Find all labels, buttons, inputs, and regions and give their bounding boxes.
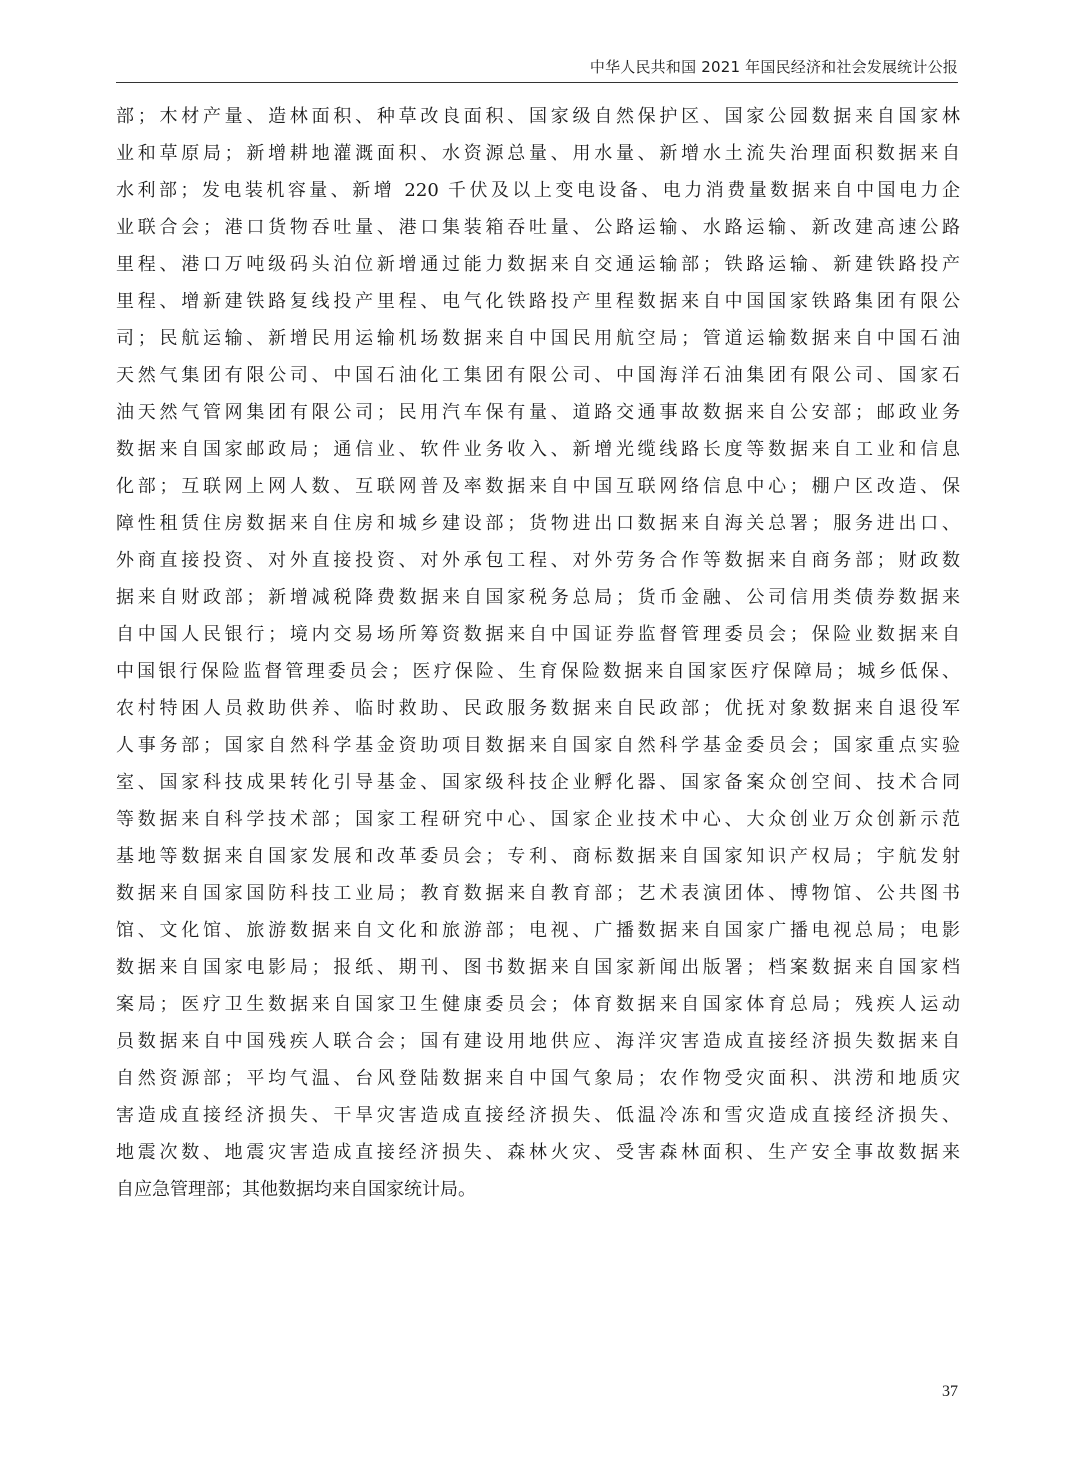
- page-number: 37: [942, 1383, 958, 1400]
- text-line: 业联合会；港口货物吞吐量、港口集装箱吞吐量、公路运输、水路运输、新改建高速公路: [116, 217, 960, 238]
- text-line: 油天然气管网集团有限公司；民用汽车保有量、道路交通事故数据来自公安部；邮政业务: [116, 402, 960, 423]
- text-line: 业和草原局；新增耕地灌溉面积、水资源总量、用水量、新增水土流失治理面积数据来自: [116, 143, 960, 164]
- text-line: 数据来自国家国防科技工业局；教育数据来自教育部；艺术表演团体、博物馆、公共图书: [116, 883, 960, 904]
- page-header: [116, 58, 958, 83]
- text-line: 自中国人民银行；境内交易场所筹资数据来自中国证券监督管理委员会；保险业数据来自: [116, 624, 960, 645]
- text-line: 水利部；发电装机容量、新增 220 千伏及以上变电设备、电力消费量数据来自中国电力企: [116, 180, 960, 201]
- header-title: 中华人民共和国 2021 年国民经济和社会发展统计公报: [589, 58, 958, 76]
- text-line: 馆、文化馆、旅游数据来自文化和旅游部；电视、广播数据来自国家广播电视总局；电影: [116, 920, 960, 941]
- text-line: 自然资源部；平均气温、台风登陆数据来自中国气象局；农作物受灾面积、洪涝和地质灾: [116, 1068, 960, 1089]
- text-line: 化部；互联网上网人数、互联网普及率数据来自中国互联网络信息中心；棚户区改造、保: [116, 476, 960, 497]
- text-line: 里程、港口万吨级码头泊位新增通过能力数据来自交通运输部；铁路运输、新建铁路投产: [116, 254, 960, 275]
- text-line: 中国银行保险监督管理委员会；医疗保险、生育保险数据来自国家医疗保障局；城乡低保、: [116, 661, 960, 682]
- text-line: 等数据来自科学技术部；国家工程研究中心、国家企业技术中心、大众创业万众创新示范: [116, 809, 960, 830]
- text-line: 基地等数据来自国家发展和改革委员会；专利、商标数据来自国家知识产权局；宇航发射: [116, 846, 960, 867]
- text-line: 外商直接投资、对外直接投资、对外承包工程、对外劳务合作等数据来自商务部；财政数: [116, 550, 960, 571]
- text-line: 数据来自国家电影局；报纸、期刊、图书数据来自国家新闻出版署；档案数据来自国家档: [116, 957, 960, 978]
- text-line: 数据来自国家邮政局；通信业、软件业务收入、新增光缆线路长度等数据来自工业和信息: [116, 439, 960, 460]
- text-line: 自应急管理部；其他数据均来自国家统计局。: [116, 1179, 476, 1200]
- text-line: 地震次数、地震灾害造成直接经济损失、森林火灾、受害森林面积、生产安全事故数据来: [116, 1142, 960, 1163]
- text-line: 人事务部；国家自然科学基金资助项目数据来自国家自然科学基金委员会；国家重点实验: [116, 735, 960, 756]
- text-line: 据来自财政部；新增减税降费数据来自国家税务总局；货币金融、公司信用类债券数据来: [116, 587, 960, 608]
- text-line: 障性租赁住房数据来自住房和城乡建设部；货物进出口数据来自海关总署；服务进出口、: [116, 513, 960, 534]
- text-line: 农村特困人员救助供养、临时救助、民政服务数据来自民政部；优抚对象数据来自退役军: [116, 698, 960, 719]
- text-line: 司；民航运输、新增民用运输机场数据来自中国民用航空局；管道运输数据来自中国石油: [116, 328, 960, 349]
- text-line: 案局；医疗卫生数据来自国家卫生健康委员会；体育数据来自国家体育总局；残疾人运动: [116, 994, 960, 1015]
- text-line: 里程、增新建铁路复线投产里程、电气化铁路投产里程数据来自中国国家铁路集团有限公: [116, 291, 960, 312]
- text-line: 室、国家科技成果转化引导基金、国家级科技企业孵化器、国家备案众创空间、技术合同: [116, 772, 960, 793]
- text-line: 天然气集团有限公司、中国石油化工集团有限公司、中国海洋石油集团有限公司、国家石: [116, 365, 960, 386]
- text-line: 害造成直接经济损失、干旱灾害造成直接经济损失、低温冷冻和雪灾造成直接经济损失、: [116, 1105, 960, 1126]
- body-text: [116, 98, 960, 1208]
- text-line: 员数据来自中国残疾人联合会；国有建设用地供应、海洋灾害造成直接经济损失数据来自: [116, 1031, 960, 1052]
- text-line: 部；木材产量、造林面积、种草改良面积、国家级自然保护区、国家公园数据来自国家林: [116, 106, 960, 127]
